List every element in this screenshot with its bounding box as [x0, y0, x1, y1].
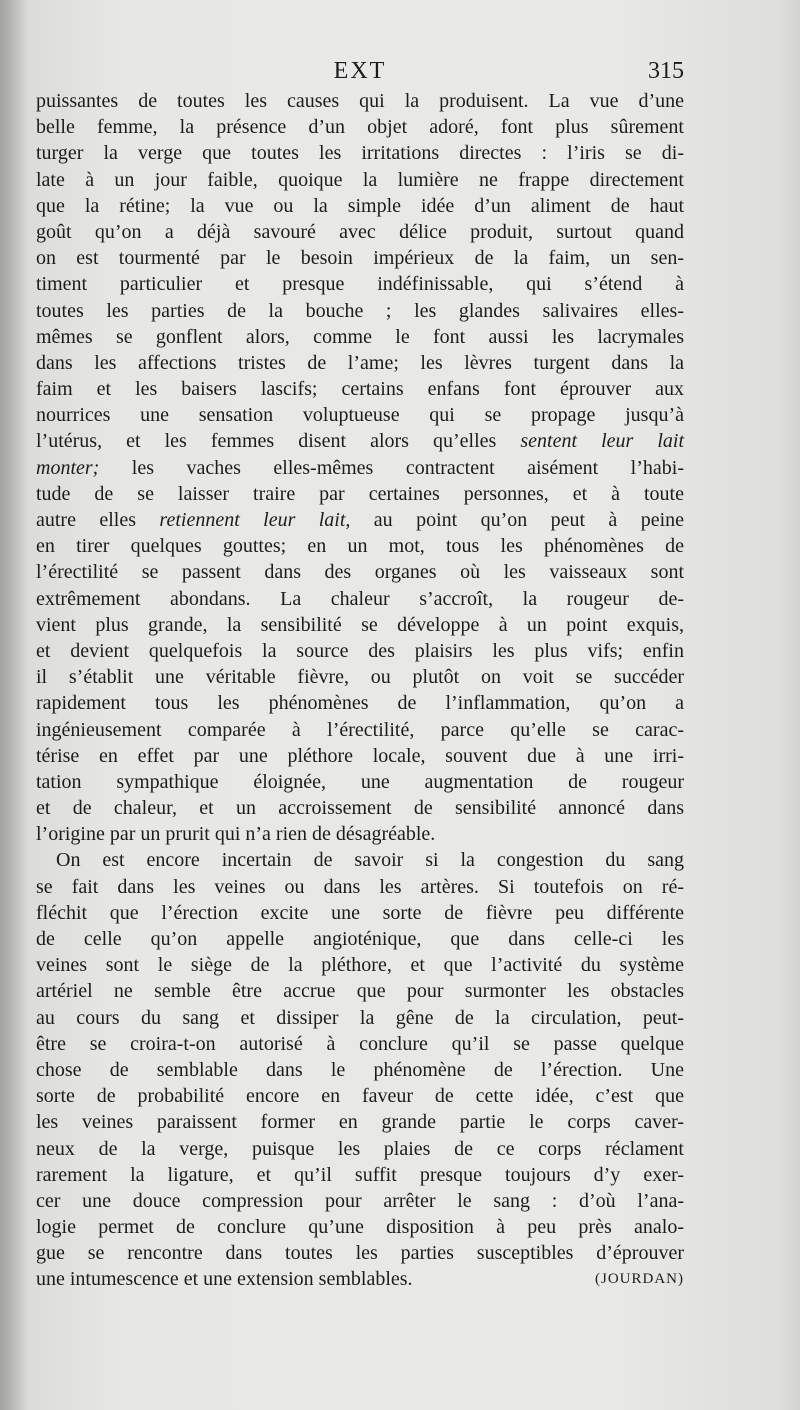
- text-line: de celle qu’on appelle angioténique, que dans celle-ci les: [36, 928, 684, 950]
- text-segment: au point qu’on peut à peine: [350, 509, 685, 531]
- text-line: goût qu’on a déjà savouré avec délice produit, surtout quand: [36, 220, 684, 243]
- text-line: et devient quelquefois la source des plaisirs les plus vifs; enfin: [36, 639, 684, 662]
- text-line: on est tourmenté par le besoin impérieux de la faim, un sen-: [36, 247, 684, 270]
- text-line: gue se rencontre dans toutes les parties susceptibles d’éprouver: [36, 1242, 684, 1265]
- page-number: 315: [648, 58, 684, 84]
- text-line: chose de semblable dans le phénomène de l’érection. Une: [36, 1058, 684, 1081]
- text-segment: une intumescence et une extension semblables.: [36, 1268, 413, 1291]
- text-line-with-italic: [36, 428, 684, 454]
- running-head-title: EXT: [333, 58, 387, 84]
- text-line: late à un jour faible, quoique la lumière ne frappe directement: [36, 168, 684, 191]
- text-line: ingénieusement comparée à l’érectilité, parce qu’elle se carac-: [36, 718, 684, 741]
- text-line: il s’établit une véritable fièvre, ou plutôt on voit se succéder: [36, 666, 684, 689]
- text-line: au cours du sang et dissiper la gêne de la circulation, peut-: [36, 1006, 684, 1029]
- text-line: vient plus grande, la sensibilité se développe à un point exquis,: [36, 613, 684, 636]
- text-line: et de chaleur, et un accroissement de sensibilité annoncé dans: [36, 797, 684, 820]
- text-line: fléchit que l’érection excite une sorte de fièvre peu différente: [36, 901, 684, 924]
- text-line: extrêmement abondans. La chaleur s’accroît, la rougeur de-: [36, 587, 684, 610]
- body-text: [36, 88, 684, 1293]
- text-segment: autre elles: [36, 509, 137, 531]
- text-line: toutes les parties de la bouche ; les glandes salivaires elles-: [36, 299, 684, 322]
- text-line: cer une douce compression pour arrêter le sang : d’où l’ana-: [36, 1189, 684, 1212]
- text-line-with-italic: [36, 507, 684, 533]
- text-line: turger la verge que toutes les irritations directes : l’iris se di-: [36, 142, 684, 165]
- italic-phrase: sentent leur lait: [520, 430, 685, 453]
- text-line: l’érectilité se passent dans des organes où les vaisseaux sont: [36, 561, 684, 584]
- text-line: térise en effet par une pléthore locale, souvent due à une irri-: [36, 744, 684, 767]
- text-segment: l’utérus, et les femmes disent alors qu’elles: [36, 430, 497, 453]
- italic-phrase: retiennent leur lait,: [159, 509, 351, 531]
- text-line: les veines paraissent former en grande partie le corps caver-: [36, 1111, 684, 1134]
- text-line: dans les affections tristes de l’ame; les lèvres turgent dans la: [36, 351, 684, 374]
- text-line: mêmes se gonflent alors, comme le font aussi les lacrymales: [36, 325, 684, 348]
- text-line: être se croira-t-on autorisé à conclure qu’il se passe quelque: [36, 1032, 684, 1055]
- text-line: tation sympathique éloignée, une augmentation de rougeur: [36, 770, 684, 793]
- italic-phrase: monter;: [36, 456, 100, 479]
- text-line: en tirer quelques gouttes; en un mot, tous les phénomènes de: [36, 535, 684, 558]
- text-line: que la rétine; la vue ou la simple idée d’un aliment de haut: [36, 194, 684, 217]
- text-line: puissantes de toutes les causes qui la produisent. La vue d’une: [36, 90, 684, 112]
- text-line: veines sont le siège de la pléthore, et que l’activité du système: [36, 954, 684, 977]
- text-line: nourrices une sensation voluptueuse qui se propage jusqu’à: [36, 404, 684, 427]
- text-line: se fait dans les veines ou dans les artères. Si toutefois on ré-: [36, 875, 684, 898]
- spine-shadow: [0, 0, 28, 1410]
- text-line: artériel ne semble être accrue que pour surmonter les obstacles: [36, 980, 684, 1003]
- text-line: belle femme, la présence d’un objet adoré, font plus sûrement: [36, 116, 684, 139]
- text-line: tude de se laisser traire par certaines personnes, et à toute: [36, 482, 684, 505]
- text-line: sorte de probabilité encore en faveur de cette idée, c’est que: [36, 1085, 684, 1108]
- running-head: [36, 58, 684, 90]
- text-line-with-italic: [36, 455, 684, 481]
- text-line: neux de la verge, puisque les plaies de ce corps réclament: [36, 1137, 684, 1160]
- text-line: timent particulier et presque indéfinissable, qui s’étend à: [36, 273, 684, 296]
- paragraph-end-line: l’origine par un prurit qui n’a rien de désagréable.: [36, 823, 436, 846]
- text-line: rarement la ligature, et qu’il suffit presque toujours d’y exer-: [36, 1163, 684, 1186]
- final-line: [36, 1266, 684, 1292]
- author-signature: (JOURDAN): [595, 1271, 684, 1288]
- text-line: logie permet de conclure qu’une disposition à peu près analo-: [36, 1216, 684, 1239]
- paragraph-start-line: On est encore incertain de savoir si la congestion du sang: [56, 849, 684, 872]
- text-line: rapidement tous les phénomènes de l’inflammation, qu’on a: [36, 692, 684, 715]
- text-segment: les vaches elles-mêmes contractent aisément l’habi-: [99, 456, 684, 479]
- text-line: faim et les baisers lascifs; certains enfans font éprouver aux: [36, 378, 684, 401]
